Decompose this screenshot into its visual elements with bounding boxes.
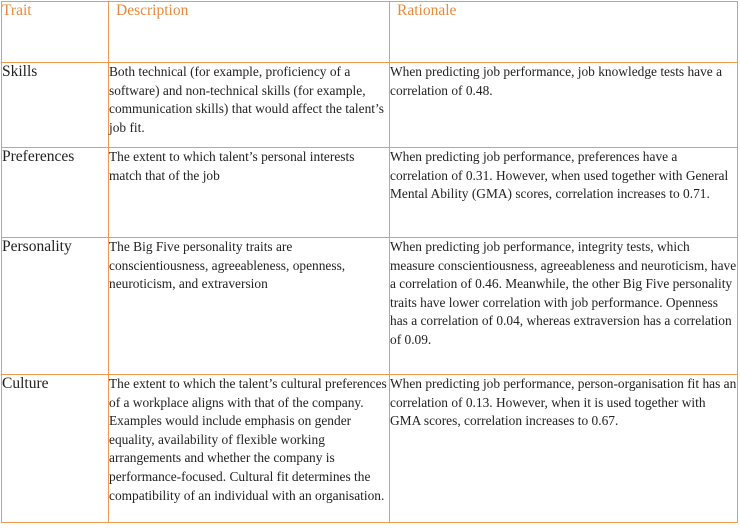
traits-table: [1, 1, 738, 523]
header-trait: Trait: [2, 2, 109, 63]
trait-cell: Culture: [2, 375, 109, 523]
trait-cell: Preferences: [2, 148, 109, 238]
trait-cell: Personality: [2, 238, 109, 375]
description-cell: Both technical (for example, proficiency of a software) and non-technical skills (for example, communication skills) that would affect the talent’s job fit.: [109, 63, 390, 148]
description-cell: The extent to which the talent’s cultural preferences of a workplace aligns with that of the company. Examples would include emphasis on gender equality, availability of flexible working arrangements and whether the company is performance-focused. Cultural fit determines the compatibility of an individual with an organisation.: [109, 375, 390, 523]
header-rationale: Rationale: [390, 2, 738, 63]
table-row: [2, 375, 738, 523]
header-description: Description: [109, 2, 390, 63]
description-cell: The extent to which talent’s personal interests match that of the job: [109, 148, 390, 238]
rationale-cell: When predicting job performance, job knowledge tests have a correlation of 0.48.: [390, 63, 738, 148]
table-row: [2, 238, 738, 375]
rationale-cell: When predicting job performance, person-organisation fit has an correlation of 0.13. However, when it is used together with GMA scores, correlation increases to 0.67.: [390, 375, 738, 523]
trait-cell: Skills: [2, 63, 109, 148]
rationale-cell: When predicting job performance, preferences have a correlation of 0.31. However, when used together with General Mental Ability (GMA) scores, correlation increases to 0.71.: [390, 148, 738, 238]
table-header-row: [2, 2, 738, 63]
description-cell: The Big Five personality traits are conscientiousness, agreeableness, openness, neuroticism, and extraversion: [109, 238, 390, 375]
table-row: [2, 63, 738, 148]
table-row: [2, 148, 738, 238]
rationale-cell: When predicting job performance, integrity tests, which measure conscientiousness, agreeableness and neuroticism, have a correlation of 0.46. Meanwhile, the other Big Five personality traits have lower correlation with job performance. Openness has a correlation of 0.04, whereas extraversion has a correlation of 0.09.: [390, 238, 738, 375]
